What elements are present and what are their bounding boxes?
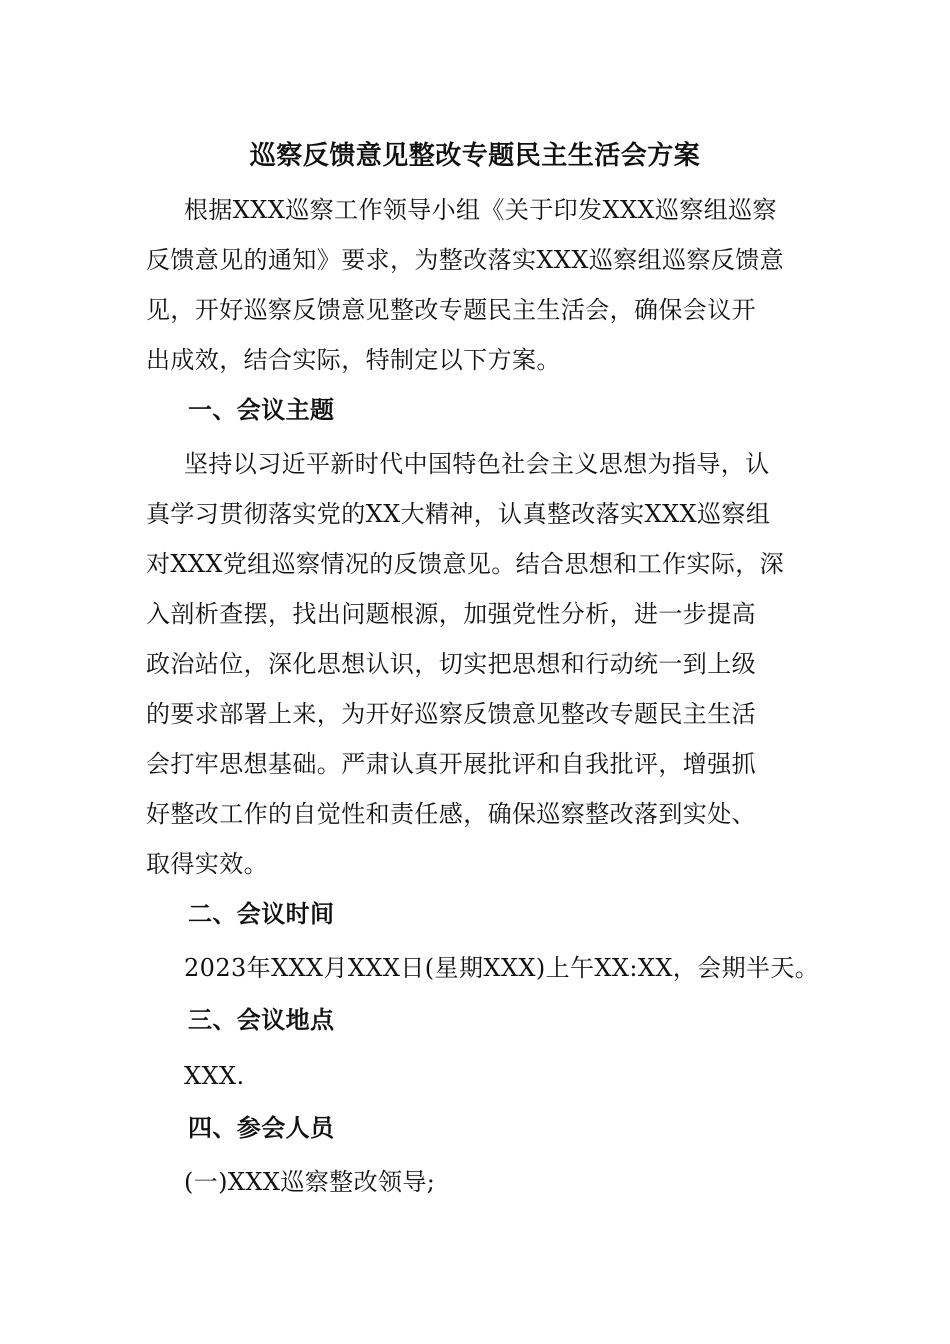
paragraph-line: 会打牢思想基础。严肃认真开展批评和自我批评，增强抓 (146, 750, 756, 778)
intro-line: 根据XXX巡察工作领导小组《关于印发XXX巡察组巡察 (184, 196, 777, 224)
paragraph-line: 好整改工作的自觉性和责任感，确保巡察整改落到实处、 (146, 800, 756, 828)
paragraph-line: XXX. (184, 1062, 245, 1090)
paragraph-line: 政治站位，深化思想认识，切实把思想和行动统一到上级 (146, 650, 756, 678)
document-title: 巡察反馈意见整改专题民主生活会方案 (249, 141, 701, 171)
paragraph-line: 对XXX党组巡察情况的反馈意见。结合思想和工作实际，深 (146, 550, 785, 578)
section-heading: 二、会议时间 (188, 900, 335, 928)
section-heading: 四、参会人员 (188, 1114, 335, 1142)
paragraph-line: 2023年XXX月XXX日(星期XXX)上午XX:XX，会期半天。 (184, 954, 820, 982)
paragraph-line: 真学习贯彻落实党的XX大精神，认真整改落实XXX巡察组 (146, 500, 771, 528)
intro-line: 反馈意见的通知》要求，为整改落实XXX巡察组巡察反馈意 (146, 246, 785, 274)
intro-line: 出成效，结合实际，特制定以下方案。 (146, 346, 561, 374)
paragraph-line: 坚持以习近平新时代中国特色社会主义思想为指导，认 (184, 450, 770, 478)
paragraph-line: 入剖析查摆，找出问题根源，加强党性分析，进一步提高 (146, 600, 756, 628)
paragraph-line: 的要求部署上来，为开好巡察反馈意见整改专题民主生活 (146, 700, 756, 728)
section-heading: 三、会议地点 (188, 1006, 335, 1034)
section-heading: 一、会议主题 (188, 396, 335, 424)
paragraph-line: 取得实效。 (146, 850, 268, 878)
intro-line: 见，开好巡察反馈意见整改专题民主生活会，确保会议开 (146, 296, 756, 324)
paragraph-line: (一)XXX巡察整改领导; (184, 1168, 436, 1196)
